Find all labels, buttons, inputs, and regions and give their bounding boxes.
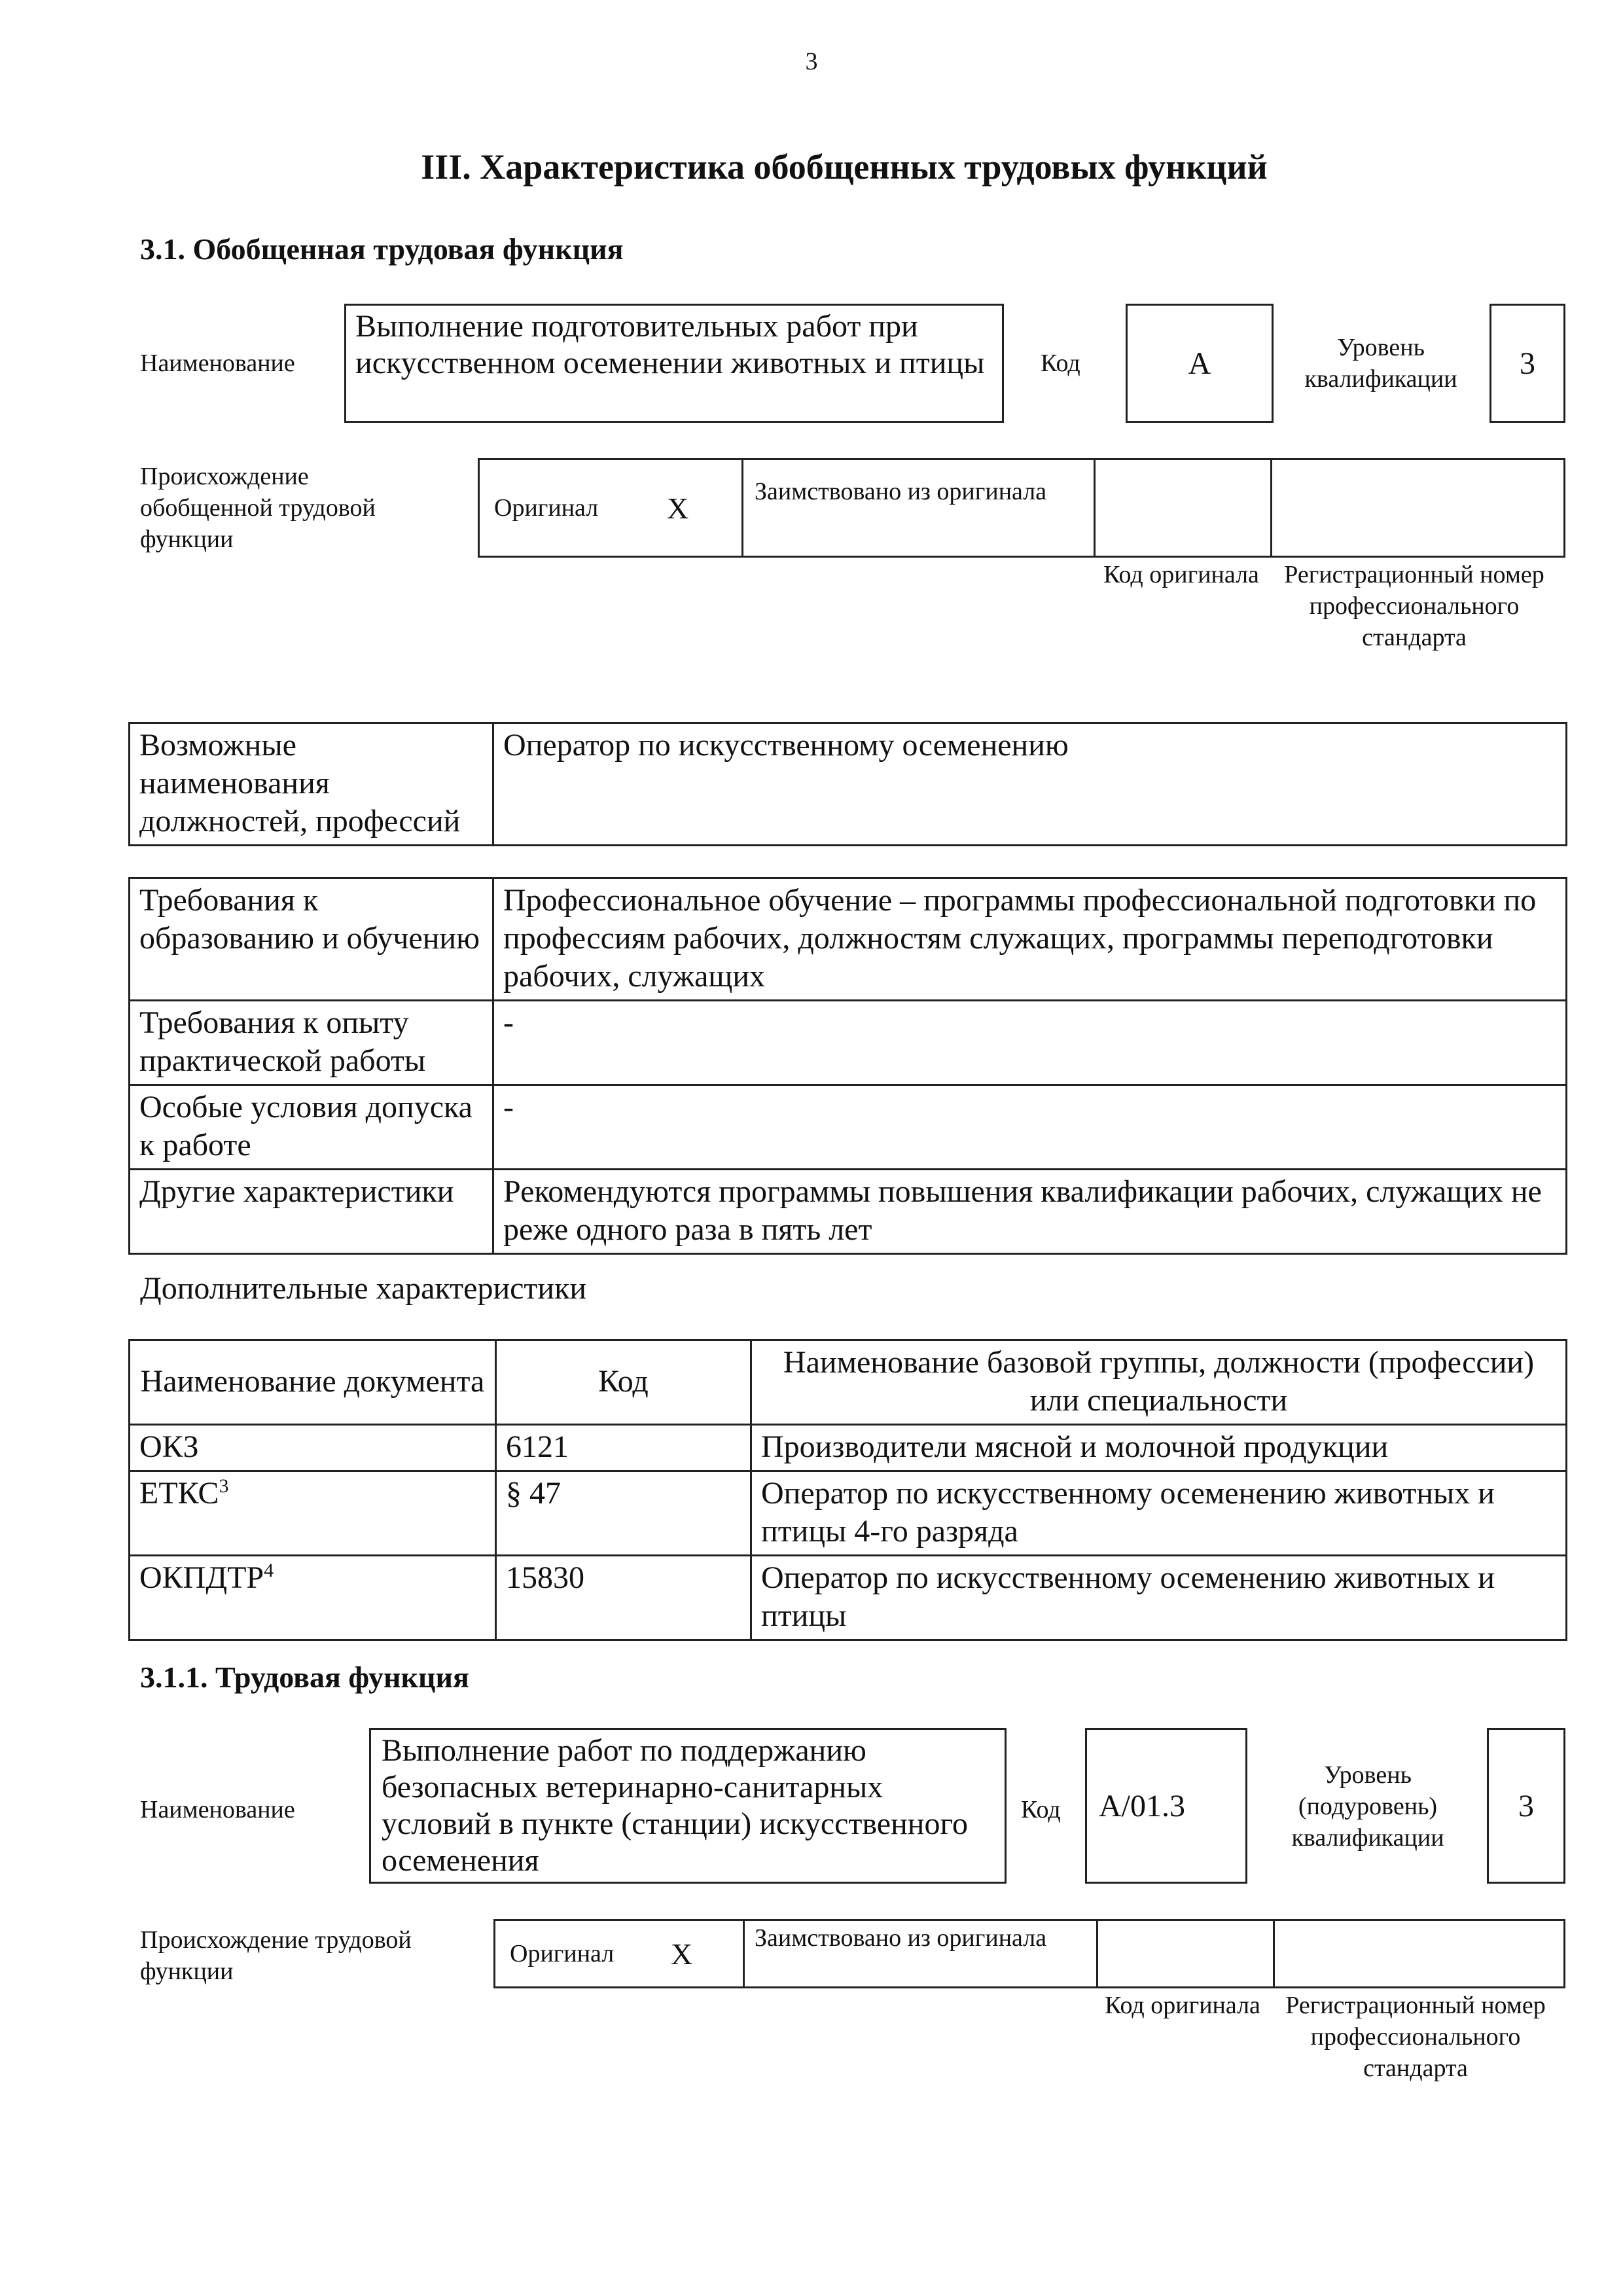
tf-heading: 3.1.1. Трудовая функция <box>140 1660 469 1694</box>
gtf-reg-number-caption: Регистрационный номер профессионального стандарта <box>1284 561 1544 651</box>
additional-row-name: Производители мясной и молочной продукции <box>751 1425 1567 1471</box>
additional-table <box>128 1339 1567 1641</box>
gtf-level-label: Уровень квалификации <box>1304 334 1457 393</box>
section-title: III. Характеристика обобщенных трудовых функций <box>421 147 1268 187</box>
additional-row-code: § 47 <box>496 1471 751 1556</box>
tf-level-label: Уровень (подуровень) квалификации <box>1291 1761 1444 1852</box>
gtf-origin-table <box>478 458 1565 558</box>
tf-origin-table <box>493 1919 1565 1988</box>
tf-level-value: 3 <box>1487 1728 1565 1884</box>
footnote-ref: 4 <box>264 1560 274 1581</box>
additional-col-code: Код <box>496 1340 751 1425</box>
gtf-level-value: 3 <box>1489 304 1565 423</box>
tf-orig-code-caption: Код оригинала <box>1105 1992 1260 2019</box>
req-other-value: Рекомендуются программы повышения квалификации рабочих, служащих не реже одного раза в пять лет <box>493 1170 1567 1254</box>
tf-name-label: Наименование <box>140 1796 295 1823</box>
tf-borrowed-label: Заимствовано из оригинала <box>755 1924 1047 1952</box>
tf-code-label: Код <box>1021 1796 1061 1823</box>
gtf-name-value: Выполнение подготовительных работ при искусственном осеменении животных и птицы <box>344 304 1004 423</box>
req-education-value: Профессиональное обучение – программы профессиональной подготовки по профессиям рабочих, должностям служащих, программы переподготовки рабочих, служащих <box>493 878 1567 1001</box>
tf-name-value: Выполнение работ по поддержанию безопасных ветеринарно-санитарных условий в пункте (станции) искусственного осеменения <box>369 1728 1007 1884</box>
req-admission-label: Особые условия допуска к работе <box>130 1085 493 1170</box>
positions-value: Оператор по искусственному осеменению <box>493 723 1567 846</box>
additional-col-group: Наименование базовой группы, должности (профессии) или специальности <box>751 1340 1567 1425</box>
tf-original-label: Оригинал <box>510 1940 615 1967</box>
gtf-heading: 3.1. Обобщенная трудовая функция <box>140 232 624 266</box>
additional-row-code: 15830 <box>496 1556 751 1640</box>
gtf-orig-code-caption: Код оригинала <box>1103 561 1259 588</box>
gtf-origin-label: Происхождение обобщенной трудовой функции <box>140 463 376 553</box>
req-experience-value: - <box>493 1001 1567 1085</box>
req-admission-value: - <box>493 1085 1567 1170</box>
additional-row-doc: ОКПДТР <box>139 1560 264 1595</box>
additional-row-code: 6121 <box>496 1425 751 1471</box>
requirements-table <box>128 877 1567 1255</box>
gtf-original-label: Оригинал <box>494 494 599 522</box>
additional-row-name: Оператор по искусственному осеменению животных и птицы 4-го разряда <box>751 1471 1567 1556</box>
table-row <box>130 1471 1567 1556</box>
req-education-label: Требования к образованию и обучению <box>130 878 493 1001</box>
footnote-ref: 3 <box>219 1475 229 1497</box>
gtf-original-mark: X <box>667 491 689 525</box>
req-experience-label: Требования к опыту практической работы <box>130 1001 493 1085</box>
positions-table <box>128 722 1567 846</box>
table-row <box>130 1425 1567 1471</box>
tf-reg-number-caption: Регистрационный номер профессионального стандарта <box>1285 1992 1546 2082</box>
additional-row-doc: ЕТКС <box>139 1476 219 1511</box>
additional-col-doc: Наименование документа <box>130 1340 496 1425</box>
gtf-code-value: A <box>1126 304 1274 423</box>
additional-row-name: Оператор по искусственному осеменению животных и птицы <box>751 1556 1567 1640</box>
tf-original-mark: X <box>671 1937 693 1971</box>
table-row <box>130 1556 1567 1640</box>
additional-heading: Дополнительные характеристики <box>140 1271 587 1306</box>
req-other-label: Другие характеристики <box>130 1170 493 1254</box>
tf-code-value: A/01.3 <box>1085 1728 1247 1884</box>
gtf-name-label: Наименование <box>140 350 295 377</box>
tf-origin-label: Происхождение трудовой функции <box>140 1926 412 1985</box>
additional-row-doc: ОКЗ <box>139 1429 199 1464</box>
page-number: 3 <box>805 48 818 75</box>
gtf-code-label: Код <box>1041 350 1080 377</box>
gtf-borrowed-label: Заимствовано из оригинала <box>755 478 1047 505</box>
positions-label: Возможные наименования должностей, профессий <box>130 723 493 846</box>
